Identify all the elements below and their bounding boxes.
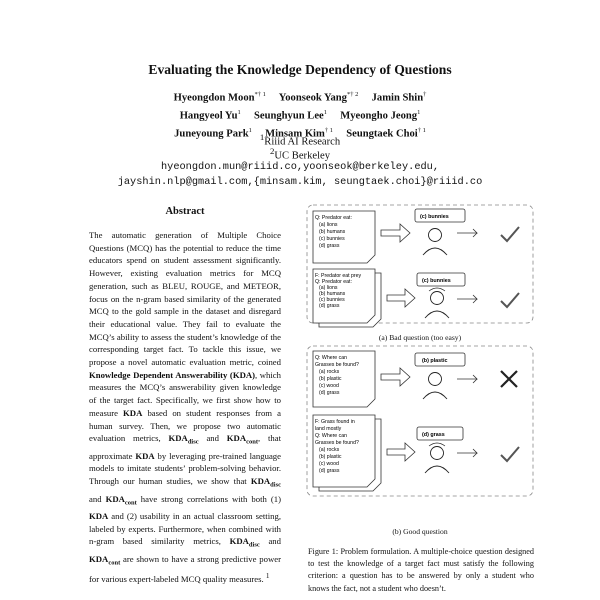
author-sup: † 1 bbox=[417, 127, 426, 135]
abstract-text: and (2) usability in an actual classroom setting, labeled by experts. Furthermore, when combined with n-gram based similarity metrics, bbox=[89, 510, 281, 547]
author-name: Juneyoung Park bbox=[174, 128, 249, 140]
author-name: Minsam Kim bbox=[265, 128, 325, 140]
abstract-text: and bbox=[198, 433, 227, 444]
abstract-text: have strong correlations with both (1) bbox=[136, 493, 281, 504]
doc-line: Grasses be found? bbox=[315, 440, 359, 446]
figure-caption: Figure 1: Problem formulation. A multiple-choice question designed to test the knowledge of a target fact must satisfy the following criterion: a question has to be answered by only a student who knows the fact, not a student who doesn’t. bbox=[308, 547, 534, 593]
author-name: Seunghyun Lee bbox=[253, 110, 324, 122]
doc-line: (d) grass bbox=[319, 303, 340, 309]
panel-2 bbox=[313, 269, 519, 327]
abstract-text: based on student responses from a human survey. Then, we propose two automatic evaluation metrics, bbox=[89, 407, 281, 444]
abstract-emph: KDA bbox=[89, 510, 109, 521]
footnote-mark: 1 bbox=[265, 572, 270, 581]
author-name: Hangyeol Yu bbox=[179, 110, 238, 122]
doc-line: (b) plastic bbox=[319, 454, 342, 460]
doc-line: (b) humans bbox=[319, 291, 346, 297]
doc-line: (a) rocks bbox=[319, 447, 340, 453]
doc-line: (b) plastic bbox=[319, 376, 342, 382]
abstract-text: , which measures the MCQ’s answerability given knowledge of the target fact. Specifically, we first show how to measure bbox=[89, 369, 281, 418]
doc-line: (a) rocks bbox=[319, 369, 340, 375]
panel-4 bbox=[313, 415, 519, 491]
problem-formulation-figure bbox=[305, 203, 535, 521]
author-sup: *† 2 bbox=[346, 91, 359, 98]
doc-line: F: Grass found in bbox=[315, 419, 355, 425]
bubble-text: (c) bunnies bbox=[422, 278, 451, 284]
bubble-text: (c) bunnies bbox=[420, 214, 449, 220]
abstract-text: and bbox=[89, 493, 106, 504]
doc-line: Q: Where can bbox=[315, 355, 348, 361]
abstract-emph: KDA bbox=[250, 476, 271, 487]
author-sup: 1 bbox=[417, 109, 421, 117]
doc-line: (c) wood bbox=[319, 383, 339, 389]
check-icon bbox=[501, 447, 519, 461]
doc-line: (c) bunnies bbox=[319, 297, 345, 303]
student-icon bbox=[425, 443, 449, 473]
author-sup: 1 bbox=[248, 127, 252, 135]
cross-icon bbox=[501, 371, 517, 387]
doc-line: (a) lions bbox=[319, 222, 338, 228]
abstract-body bbox=[89, 229, 281, 586]
author-name: Myeongho Jeong bbox=[340, 110, 418, 122]
bubble-text: (d) grass bbox=[422, 432, 445, 438]
abstract-emph: KDA bbox=[123, 407, 143, 418]
abstract-text: The automatic generation of Multiple Choice Questions (MCQ) has the potential to reduce the time educators spend on student assessment significantly. However, existing evaluation metrics for MCQ generation, such as BLEU, ROUGE, and METEOR, focus on the n-gram based similarity of the generated MCQ to the gold sample in the dataset and disregard their educational value. They fail to evaluate the MCQ’s ability to assess the student’s knowledge of the corresponding target fact. To tackle this issue, we propose a novel automatic evaluation metric, coined bbox=[89, 230, 281, 368]
subcaption-a: (a) Bad question (too easy) bbox=[378, 333, 462, 342]
arrow-icon bbox=[387, 289, 415, 307]
paper-title: Evaluating the Knowledge Dependency of Questions bbox=[148, 62, 452, 77]
abstract-sub: disc bbox=[187, 438, 199, 446]
author-name: Jamin Shin bbox=[371, 92, 424, 104]
abstract-text: , that approximate bbox=[89, 433, 281, 461]
doc-line: (c) bunnies bbox=[319, 236, 345, 242]
abstract-emph: KDA bbox=[229, 536, 249, 547]
arrow-icon bbox=[457, 295, 477, 303]
doc-line: Q: Predator eat: bbox=[315, 279, 352, 285]
panel-1 bbox=[313, 209, 519, 263]
doc-line: (c) wood bbox=[319, 461, 339, 467]
abstract-emph: KDA bbox=[135, 450, 155, 461]
email-line-1: hyeongdon.mun@riiid.co,yoonseok@berkeley.edu, bbox=[160, 161, 440, 173]
author-line-1 bbox=[60, 88, 540, 106]
doc-line: Grasses be found? bbox=[315, 362, 359, 368]
author-name: Hyeongdon Moon bbox=[173, 92, 255, 104]
doc-line: (a) lions bbox=[319, 285, 338, 291]
arrow-icon bbox=[381, 368, 410, 386]
check-icon bbox=[501, 293, 519, 307]
doc-line: Q: Where can bbox=[315, 433, 348, 439]
author-sup: 1 bbox=[323, 109, 327, 117]
abstract-text: and bbox=[259, 536, 281, 547]
abstract-sub: disc bbox=[248, 542, 260, 550]
affiliation-sup: 2 bbox=[269, 146, 275, 156]
author-line-2 bbox=[60, 106, 540, 124]
email-line-2: jayshin.nlp@gmail.com,{minsam.kim, seungtaek.choi}@riiid.co bbox=[117, 175, 483, 188]
doc-line: (b) humans bbox=[319, 229, 346, 235]
abstract-text: are shown to have a strong predictive power for various expert-labeled MCQ quality measures. bbox=[89, 553, 281, 585]
arrow-icon bbox=[381, 224, 410, 242]
arrow-icon bbox=[457, 229, 477, 237]
affiliation-name: Riiid AI Research bbox=[264, 136, 341, 148]
abstract-sub: cont bbox=[108, 559, 121, 567]
student-icon bbox=[423, 373, 447, 400]
panel-3 bbox=[313, 351, 517, 407]
author-sup: 1 bbox=[237, 109, 241, 117]
author-sup: † bbox=[423, 91, 427, 98]
arrow-icon bbox=[387, 443, 415, 461]
abstract-heading: Abstract bbox=[165, 206, 205, 217]
doc-line: land mostly bbox=[315, 426, 342, 432]
doc-line: (d) grass bbox=[319, 390, 340, 396]
affiliation-name: UC Berkeley bbox=[274, 150, 331, 162]
author-sup: † 1 bbox=[324, 127, 333, 135]
arrow-icon bbox=[457, 449, 477, 457]
abstract-emph: KDA bbox=[226, 433, 247, 444]
student-icon bbox=[425, 288, 449, 318]
abstract-sub: disc bbox=[270, 481, 281, 489]
abstract-sub: cont bbox=[246, 438, 259, 446]
author-name: Seungtaek Choi bbox=[346, 128, 418, 140]
arrow-icon bbox=[457, 375, 477, 383]
abstract-text: by leveraging pre-trained language models to imitate students’ problem-solving behavior. Through our human studies, we show that bbox=[89, 450, 281, 487]
student-icon bbox=[423, 229, 447, 256]
abstract-sub: cont bbox=[124, 499, 137, 507]
subcaption-b: (b) Good question bbox=[392, 527, 448, 536]
abstract-emph: Knowledge Dependent Answerability (KDA) bbox=[89, 369, 256, 380]
doc-line: (d) grass bbox=[319, 468, 340, 474]
abstract-emph: KDA bbox=[168, 433, 188, 444]
doc-line: Q: Predator eat: bbox=[315, 215, 352, 221]
doc-line: (d) grass bbox=[319, 243, 340, 249]
author-sup: *† 1 bbox=[254, 91, 266, 98]
abstract-emph: KDA bbox=[89, 553, 109, 564]
email-list bbox=[40, 160, 560, 189]
check-icon bbox=[501, 227, 519, 241]
doc-line: F: Predator eat prey bbox=[315, 273, 362, 279]
affiliation-sup: 1 bbox=[259, 132, 265, 142]
abstract-emph: KDA bbox=[105, 493, 125, 504]
bubble-text: (b) plastic bbox=[422, 358, 448, 364]
author-name: Yoonseok Yang bbox=[278, 92, 347, 104]
